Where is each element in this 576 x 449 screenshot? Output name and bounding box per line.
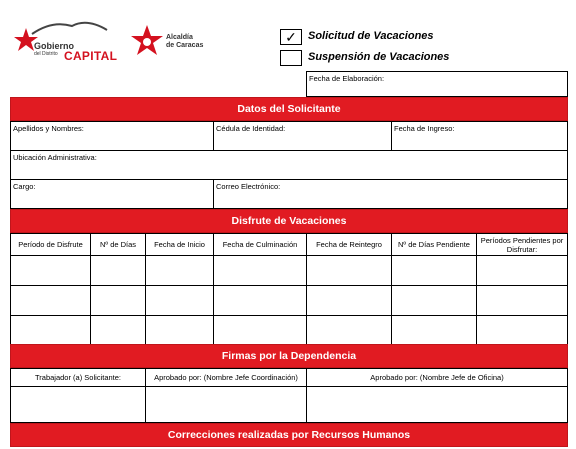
- capital-text: CAPITAL: [64, 49, 118, 63]
- col-periodos-pendientes: Períodos Pendientes por Disfrutar:: [476, 233, 568, 256]
- section-firmas-header: Firmas por la Dependencia: [10, 344, 568, 368]
- disfrute-cell[interactable]: [90, 285, 146, 316]
- solicitud-checkbox[interactable]: ✓: [280, 29, 302, 45]
- suspension-checkbox[interactable]: [280, 50, 302, 66]
- gobierno-logo: [12, 18, 124, 64]
- correo-field[interactable]: Correo Electrónico:: [213, 179, 568, 209]
- firma-jefe-oficina-box[interactable]: [306, 386, 568, 423]
- section-disfrute-header: Disfrute de Vacaciones: [10, 209, 568, 233]
- disfrute-cell[interactable]: [391, 315, 477, 346]
- col-periodo: Período de Disfrute: [10, 233, 91, 256]
- disfrute-cell[interactable]: [145, 255, 214, 286]
- disfrute-cell[interactable]: [391, 285, 477, 316]
- disfrute-cell[interactable]: [476, 315, 568, 346]
- apellidos-field[interactable]: Apellidos y Nombres:: [10, 121, 214, 151]
- disfrute-cell[interactable]: [213, 285, 307, 316]
- firma-jefe-coordinacion-label: Aprobado por: (Nombre Jefe Coordinación): [145, 368, 307, 387]
- section-datos-header: Datos del Solicitante: [10, 97, 568, 121]
- col-fecha-inicio: Fecha de Inicio: [145, 233, 214, 256]
- disfrute-cell[interactable]: [213, 315, 307, 346]
- alcaldia-text: Alcaldía de Caracas: [166, 34, 204, 49]
- disfrute-cell[interactable]: [306, 315, 392, 346]
- disfrute-cell[interactable]: [306, 255, 392, 286]
- disfrute-cell[interactable]: [476, 285, 568, 316]
- disfrute-cell[interactable]: [10, 285, 91, 316]
- cargo-field[interactable]: Cargo:: [10, 179, 214, 209]
- col-fecha-reintegro: Fecha de Reintegro: [306, 233, 392, 256]
- disfrute-cell[interactable]: [145, 315, 214, 346]
- fecha-ingreso-field[interactable]: Fecha de Ingreso:: [391, 121, 568, 151]
- disfrute-cell[interactable]: [10, 255, 91, 286]
- disfrute-cell[interactable]: [90, 315, 146, 346]
- firma-jefe-oficina-label: Aprobado por: (Nombre Jefe de Oficina): [306, 368, 568, 387]
- disfrute-cell[interactable]: [90, 255, 146, 286]
- alcaldia-star-icon: [130, 24, 164, 58]
- col-dias-pendiente: Nº de Días Pendiente: [391, 233, 477, 256]
- gobierno-text: Gobierno: [34, 41, 74, 51]
- col-num-dias: Nº de Días: [90, 233, 146, 256]
- disfrute-cell[interactable]: [213, 255, 307, 286]
- disfrute-cell[interactable]: [145, 285, 214, 316]
- disfrute-cell[interactable]: [476, 255, 568, 286]
- col-fecha-culminacion: Fecha de Culminación: [213, 233, 307, 256]
- disfrute-cell[interactable]: [306, 285, 392, 316]
- firma-trabajador-label: Trabajador (a) Solicitante:: [10, 368, 146, 387]
- ubicacion-field[interactable]: Ubicación Administrativa:: [10, 150, 568, 180]
- disfrute-cell[interactable]: [391, 255, 477, 286]
- disfrute-cell[interactable]: [10, 315, 91, 346]
- suspension-label: Suspensión de Vacaciones: [308, 51, 450, 63]
- firma-jefe-coordinacion-box[interactable]: [145, 386, 307, 423]
- alcaldia-logo: [130, 24, 220, 58]
- cedula-field[interactable]: Cédula de Identidad:: [213, 121, 392, 151]
- fecha-elaboracion-field[interactable]: Fecha de Elaboración:: [306, 71, 568, 97]
- section-correcciones-header: Correcciones realizadas por Recursos Humanos: [10, 423, 568, 447]
- distrito-text: del Distrito: [34, 51, 58, 57]
- firma-trabajador-box[interactable]: [10, 386, 146, 423]
- solicitud-label: Solicitud de Vacaciones: [308, 30, 434, 42]
